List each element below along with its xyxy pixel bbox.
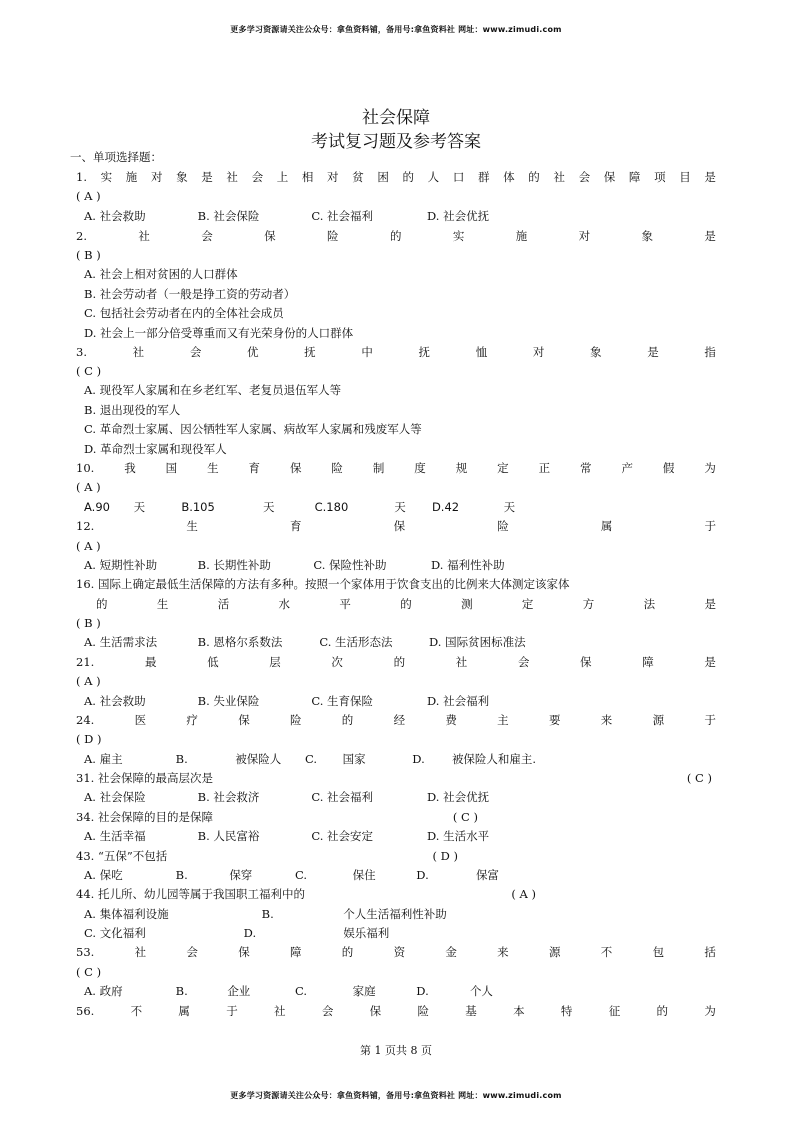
question-char: 的 bbox=[528, 170, 540, 184]
question-char: 是 bbox=[647, 345, 659, 359]
question-char: 于 bbox=[226, 1004, 238, 1018]
question-char: 征 bbox=[608, 1004, 621, 1018]
option: B. 退出现役的军人 bbox=[84, 403, 181, 417]
option-letter: B. bbox=[261, 907, 274, 921]
footer-banner: 更多学习资源请关注公众号：拿鱼资料铺，备用号:拿鱼资料社 网址：www.zimudi.com bbox=[230, 1091, 562, 1100]
question-char: 来 bbox=[600, 713, 613, 727]
option-letter: C. bbox=[304, 752, 318, 766]
question-char: 会 bbox=[251, 170, 264, 184]
option-text: 保富 bbox=[475, 868, 499, 882]
question-char: 会 bbox=[321, 1004, 334, 1018]
question-3 bbox=[76, 343, 716, 362]
question-char: 的 bbox=[96, 597, 108, 611]
question-char: 保 bbox=[289, 461, 302, 475]
question-31-options bbox=[84, 788, 724, 807]
question-char: 的 bbox=[341, 713, 354, 727]
question-1-options bbox=[84, 207, 724, 226]
question-char: 社 bbox=[138, 229, 150, 243]
question-char: 施 bbox=[515, 229, 528, 243]
question-char: 施 bbox=[125, 170, 138, 184]
option: C. 社会福利 bbox=[311, 209, 374, 223]
question-char: 优 bbox=[247, 345, 259, 359]
question-char: 社 bbox=[132, 345, 145, 359]
question-char: 对 bbox=[327, 170, 339, 184]
question-char: 水 bbox=[278, 597, 291, 611]
option: D. 革命烈士家属和现役军人 bbox=[84, 442, 227, 456]
question-char: 假 bbox=[662, 461, 675, 475]
question-char: 生 bbox=[207, 461, 219, 475]
question-31 bbox=[76, 769, 716, 788]
question-number: 56. bbox=[76, 1004, 95, 1018]
option: A. 社会救助 bbox=[84, 694, 146, 708]
option: A. 现役军人家属和在乡老红军、老复员退伍军人等 bbox=[84, 383, 342, 397]
question-char: 指 bbox=[704, 345, 716, 359]
question-char: 属 bbox=[178, 1004, 190, 1018]
question-char: 社 bbox=[226, 170, 238, 184]
question-53 bbox=[76, 943, 716, 962]
question-44 bbox=[76, 885, 716, 904]
option: A. 短期性补助 bbox=[84, 558, 158, 572]
question-44-text: 44. 托儿所、幼儿园等属于我国职工福利中的 bbox=[76, 887, 305, 901]
question-char: 主 bbox=[497, 713, 509, 727]
question-char: 障 bbox=[628, 170, 641, 184]
question-10 bbox=[76, 459, 716, 478]
question-2 bbox=[76, 227, 716, 246]
question-12 bbox=[76, 517, 716, 536]
question-12-answer: ( A ) bbox=[76, 539, 101, 553]
header-banner: 更多学习资源请关注公众号：拿鱼资料铺，备用号:拿鱼资料社 网址：www.zimudi.com bbox=[230, 25, 562, 34]
question-char: 是 bbox=[704, 229, 716, 243]
question-char: 医 bbox=[134, 713, 147, 727]
question-char: 次 bbox=[331, 655, 343, 669]
option: A. 社会上相对贫困的人口群体 bbox=[84, 267, 238, 281]
question-char: 层 bbox=[269, 655, 281, 669]
question-char: 象 bbox=[590, 345, 602, 359]
option-text: 保住 bbox=[352, 868, 376, 882]
question-34-answer: ( C ) bbox=[452, 810, 478, 824]
question-16-options bbox=[84, 633, 724, 652]
option: D. 社会上一部分倍受尊重而又有光荣身份的人口群体 bbox=[84, 326, 354, 340]
question-char: 生 bbox=[186, 519, 198, 533]
question-char: 群 bbox=[477, 170, 490, 184]
question-44-options-row1 bbox=[84, 905, 724, 924]
question-char: 产 bbox=[621, 461, 633, 475]
option: A. 政府 bbox=[84, 984, 123, 998]
option-letter: B. bbox=[175, 752, 188, 766]
question-char: 实 bbox=[452, 229, 465, 243]
option-unit: 天 bbox=[133, 500, 146, 514]
option: B.105 bbox=[181, 500, 215, 514]
question-char: 平 bbox=[339, 597, 351, 611]
question-char: 是 bbox=[704, 170, 716, 184]
question-char: 险 bbox=[289, 713, 302, 727]
option: A. 集体福利设施 bbox=[84, 907, 169, 921]
question-1 bbox=[76, 168, 716, 187]
option-text: 国家 bbox=[342, 752, 366, 766]
option: A. 保吃 bbox=[84, 868, 123, 882]
section-heading: 一、单项选择题： bbox=[70, 150, 162, 164]
option: A. 社会救助 bbox=[84, 209, 146, 223]
question-char: 本 bbox=[513, 1004, 525, 1018]
option: A.90 bbox=[84, 500, 110, 514]
option: C. 包括社会劳动者在内的全体社会成员 bbox=[84, 306, 284, 320]
question-char: 会 bbox=[189, 345, 202, 359]
question-char: 源 bbox=[652, 713, 665, 727]
question-char: 人 bbox=[427, 170, 440, 184]
option: B. 社会救济 bbox=[197, 790, 260, 804]
question-char: 为 bbox=[704, 1004, 716, 1018]
question-char: 最 bbox=[144, 655, 157, 669]
question-char: 育 bbox=[290, 519, 302, 533]
question-char: 来 bbox=[497, 945, 509, 959]
question-char: 险 bbox=[331, 461, 343, 475]
question-char: 困 bbox=[377, 170, 389, 184]
question-char: 保 bbox=[238, 713, 250, 727]
question-char: 特 bbox=[560, 1004, 573, 1018]
question-2-answer: ( B ) bbox=[76, 248, 101, 262]
question-char: 抚 bbox=[304, 345, 316, 359]
question-char: 括 bbox=[704, 945, 716, 959]
question-number: 24. bbox=[76, 713, 95, 727]
question-char: 定 bbox=[497, 461, 509, 475]
option: C. 保险性补助 bbox=[313, 558, 387, 572]
option-unit: 天 bbox=[394, 500, 406, 514]
question-char: 正 bbox=[538, 461, 551, 475]
question-16-continued bbox=[96, 595, 716, 614]
question-53-options bbox=[84, 982, 724, 1001]
question-12-options bbox=[84, 556, 724, 575]
question-char: 恤 bbox=[475, 345, 488, 359]
option: D. 国际贫困标准法 bbox=[428, 635, 526, 649]
question-10-answer: ( A ) bbox=[76, 480, 101, 494]
question-3-answer: ( C ) bbox=[76, 364, 102, 378]
question-char: 社 bbox=[553, 170, 565, 184]
question-16: 16. 国际上确定最低生活保障的方法有多种。按照一个家体用于饮食支出的比例来大体测定该家体 bbox=[76, 577, 570, 591]
question-char: 低 bbox=[207, 655, 219, 669]
question-char: 活 bbox=[217, 597, 230, 611]
question-char: 项 bbox=[654, 170, 666, 184]
question-char: 测 bbox=[461, 597, 473, 611]
option: D. 社会优抚 bbox=[426, 790, 490, 804]
question-char: 金 bbox=[445, 945, 457, 959]
question-char: 体 bbox=[503, 170, 515, 184]
question-char: 会 bbox=[201, 229, 213, 243]
option-text: 保穿 bbox=[229, 868, 253, 882]
question-char: 包 bbox=[652, 945, 665, 959]
option: C. 革命烈士家属、因公牺牲军人家属、病故军人家属和残废军人等 bbox=[84, 422, 422, 436]
question-char: 的 bbox=[402, 170, 415, 184]
question-number: 53. bbox=[76, 945, 95, 959]
question-16-answer: ( B ) bbox=[76, 616, 101, 630]
question-char: 保 bbox=[580, 655, 592, 669]
option-letter: C. bbox=[294, 868, 308, 882]
option: C. 生育保险 bbox=[311, 694, 374, 708]
question-char: 定 bbox=[521, 597, 534, 611]
question-char: 象 bbox=[176, 170, 188, 184]
question-34 bbox=[76, 808, 716, 827]
question-53-answer: ( C ) bbox=[76, 965, 102, 979]
option-text: 家庭 bbox=[352, 984, 376, 998]
question-char: 障 bbox=[289, 945, 302, 959]
question-char: 的 bbox=[341, 945, 354, 959]
question-char: 中 bbox=[361, 345, 373, 359]
question-char: 国 bbox=[165, 461, 178, 475]
question-24-options bbox=[84, 750, 724, 769]
question-char: 对 bbox=[578, 229, 591, 243]
question-34-options bbox=[84, 827, 724, 846]
question-char: 贫 bbox=[352, 170, 364, 184]
option: D. 生活水平 bbox=[426, 829, 490, 843]
question-char: 会 bbox=[517, 655, 530, 669]
question-char: 属 bbox=[600, 519, 613, 533]
option: B. 人民富裕 bbox=[197, 829, 260, 843]
option-text: 被保险人和雇主. bbox=[451, 752, 537, 766]
question-number: 1. bbox=[76, 170, 87, 184]
option-letter: D. bbox=[243, 926, 257, 940]
option-letter: B. bbox=[175, 984, 188, 998]
option: A. 雇主 bbox=[84, 752, 123, 766]
question-char: 会 bbox=[186, 945, 198, 959]
question-char: 我 bbox=[124, 461, 136, 475]
question-char: 对 bbox=[532, 345, 545, 359]
question-char: 口 bbox=[452, 170, 465, 184]
question-char: 经 bbox=[393, 713, 406, 727]
option-text: 企业 bbox=[227, 984, 251, 998]
question-char: 是 bbox=[201, 170, 213, 184]
question-char: 社 bbox=[455, 655, 468, 669]
option: B. 恩格尔系数法 bbox=[197, 635, 283, 649]
question-number: 10. bbox=[76, 461, 95, 475]
question-char: 上 bbox=[276, 170, 289, 184]
question-char: 的 bbox=[656, 1004, 669, 1018]
option: C. 社会福利 bbox=[311, 790, 374, 804]
option: D. 社会福利 bbox=[426, 694, 490, 708]
question-char: 制 bbox=[372, 461, 385, 475]
option: C. 社会安定 bbox=[311, 829, 374, 843]
option: C. 文化福利 bbox=[84, 926, 146, 940]
option-letter: B. bbox=[175, 868, 188, 882]
question-char: 要 bbox=[548, 713, 561, 727]
question-char: 于 bbox=[704, 713, 716, 727]
option: A. 生活幸福 bbox=[84, 829, 146, 843]
question-char: 疗 bbox=[186, 713, 198, 727]
question-31-text: 31. 社会保障的最高层次是 bbox=[76, 771, 213, 785]
page-number: 第 1 页共 8 页 bbox=[360, 1044, 432, 1057]
option: D. 社会优抚 bbox=[426, 209, 490, 223]
question-char: 源 bbox=[548, 945, 561, 959]
question-char: 方 bbox=[582, 597, 595, 611]
question-char: 会 bbox=[578, 170, 591, 184]
question-43-text: 43. “五保”不包括 bbox=[76, 849, 168, 863]
question-char: 费 bbox=[445, 713, 457, 727]
question-char: 于 bbox=[704, 519, 716, 533]
question-21-options bbox=[84, 692, 724, 711]
question-char: 规 bbox=[455, 461, 468, 475]
question-10-options bbox=[84, 498, 724, 517]
question-char: 不 bbox=[130, 1004, 143, 1018]
option-text: 娱乐福利 bbox=[343, 926, 390, 940]
question-char: 象 bbox=[641, 229, 653, 243]
question-char: 常 bbox=[580, 461, 592, 475]
question-char: 法 bbox=[643, 597, 656, 611]
question-char: 的 bbox=[400, 597, 412, 611]
document-title: 社会保障 bbox=[362, 108, 430, 128]
question-char: 保 bbox=[603, 170, 616, 184]
question-21 bbox=[76, 653, 716, 672]
question-char: 保 bbox=[369, 1004, 382, 1018]
option: B. 社会保险 bbox=[197, 209, 260, 223]
option: D.42 bbox=[431, 500, 460, 514]
question-char: 险 bbox=[497, 519, 509, 533]
question-43 bbox=[76, 847, 716, 866]
question-char: 是 bbox=[704, 597, 716, 611]
option: D. 福利性补助 bbox=[430, 558, 505, 572]
option: C.180 bbox=[314, 500, 349, 514]
question-43-options bbox=[84, 866, 724, 885]
question-24-answer: ( D ) bbox=[76, 732, 102, 746]
question-char: 保 bbox=[238, 945, 250, 959]
question-44-answer: ( A ) bbox=[511, 887, 536, 901]
question-char: 实 bbox=[100, 170, 113, 184]
question-char: 抚 bbox=[418, 345, 431, 359]
option: C. 生活形态法 bbox=[319, 635, 393, 649]
question-43-answer: ( D ) bbox=[432, 849, 458, 863]
option-letter: C. bbox=[294, 984, 308, 998]
document-subtitle: 考试复习题及参考答案 bbox=[311, 132, 481, 152]
question-24 bbox=[76, 711, 716, 730]
question-char: 度 bbox=[414, 461, 426, 475]
question-char: 生 bbox=[156, 597, 169, 611]
option: B. 失业保险 bbox=[197, 694, 260, 708]
question-1-answer: ( A ) bbox=[76, 189, 101, 203]
option: B. 长期性补助 bbox=[197, 558, 271, 572]
question-44-options-row2 bbox=[84, 924, 724, 943]
question-char: 基 bbox=[465, 1004, 477, 1018]
question-char: 保 bbox=[393, 519, 406, 533]
option-letter: D. bbox=[416, 868, 429, 882]
question-char: 险 bbox=[417, 1004, 429, 1018]
question-char: 目 bbox=[679, 170, 691, 184]
option-text: 个人 bbox=[469, 984, 493, 998]
question-char: 的 bbox=[389, 229, 402, 243]
question-char: 不 bbox=[600, 945, 613, 959]
option-unit: 天 bbox=[262, 500, 275, 514]
question-21-answer: ( A ) bbox=[76, 674, 101, 688]
option: A. 生活需求法 bbox=[84, 635, 158, 649]
question-char: 资 bbox=[393, 945, 406, 959]
question-char: 对 bbox=[150, 170, 163, 184]
question-char: 社 bbox=[134, 945, 147, 959]
question-char: 为 bbox=[704, 461, 716, 475]
question-34-text: 34. 社会保障的目的是保障 bbox=[76, 810, 213, 824]
question-number: 3. bbox=[76, 345, 87, 359]
question-char: 保 bbox=[264, 229, 276, 243]
question-char: 社 bbox=[274, 1004, 286, 1018]
question-char: 是 bbox=[704, 655, 716, 669]
question-char: 育 bbox=[248, 461, 261, 475]
option: B. 社会劳动者（一般是挣工资的劳动者） bbox=[84, 287, 296, 301]
option-unit: 天 bbox=[503, 500, 516, 514]
question-number: 2. bbox=[76, 229, 87, 243]
option-letter: D. bbox=[412, 752, 425, 766]
question-char: 的 bbox=[393, 655, 406, 669]
option-text: 被保险人 bbox=[235, 752, 282, 766]
question-char: 障 bbox=[642, 655, 654, 669]
question-number: 12. bbox=[76, 519, 95, 533]
question-56 bbox=[76, 1002, 716, 1021]
question-number: 21. bbox=[76, 655, 95, 669]
option-letter: D. bbox=[416, 984, 429, 998]
question-char: 险 bbox=[327, 229, 339, 243]
question-31-answer: ( C ) bbox=[686, 771, 712, 785]
option: A. 社会保险 bbox=[84, 790, 146, 804]
option-text: 个人生活福利性补助 bbox=[343, 907, 447, 921]
question-char: 相 bbox=[301, 170, 314, 184]
